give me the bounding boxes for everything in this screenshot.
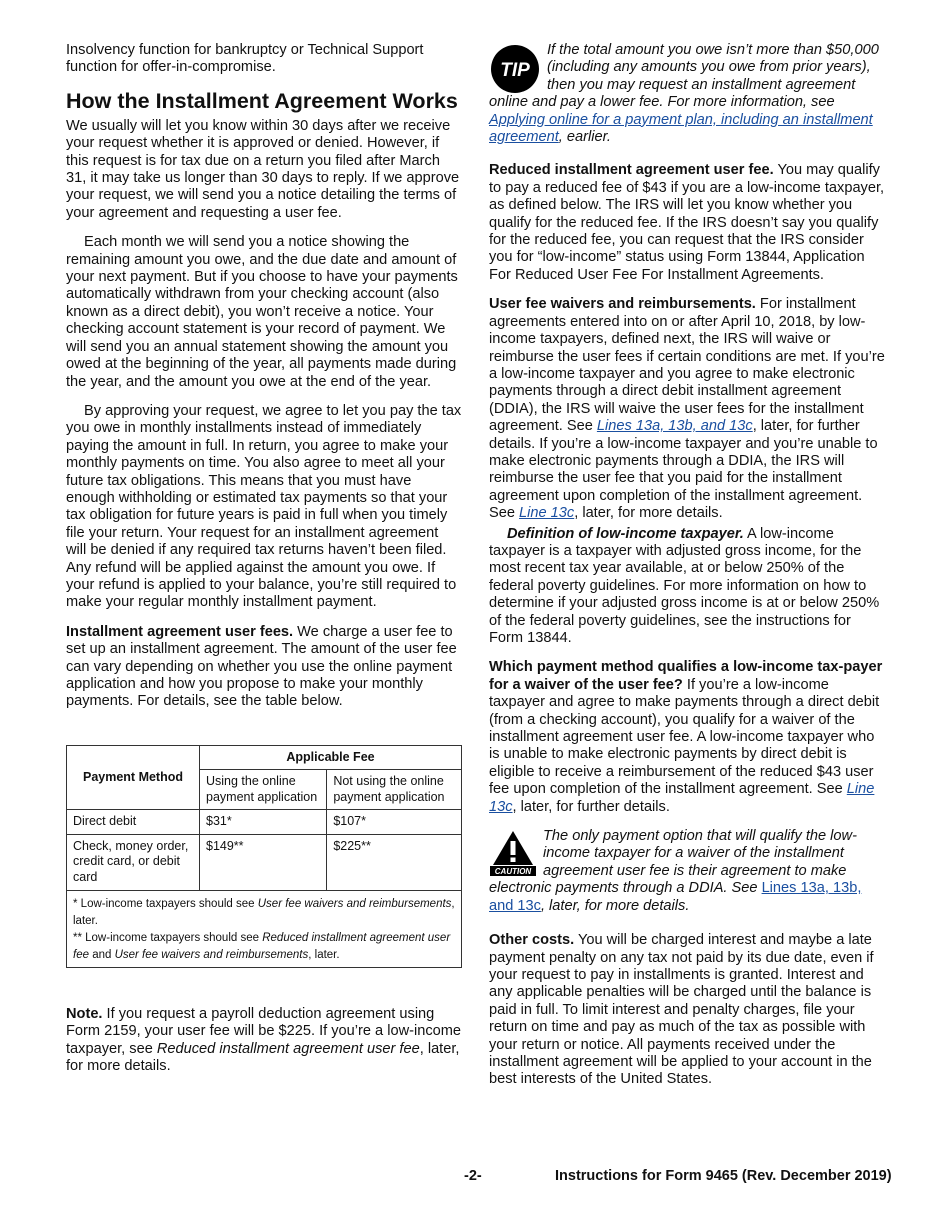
caution-label: CAUTION: [494, 867, 532, 877]
fee-table: [66, 745, 462, 968]
footnote-single-star: [73, 896, 455, 930]
header-applicable-fee: Applicable Fee: [200, 745, 462, 770]
which-method-body-end: , later, for further details.: [512, 798, 670, 815]
row-offline-fee: $107*: [327, 810, 462, 835]
which-method-heading: Which payment method qualifies a low-income tax-payer for a waiver of the user fee?: [489, 659, 883, 693]
row-online-fee: $31*: [200, 810, 327, 835]
tip-icon: [489, 44, 541, 94]
paragraph-which-method: [489, 659, 885, 816]
note-italic: Reduced installment agreement user fee: [156, 1040, 420, 1057]
caution-text-end: , later, for more details.: [540, 897, 690, 914]
footnote-text: and: [89, 948, 115, 961]
paragraph-other-costs: [489, 932, 885, 1089]
note-heading: Note.: [66, 1005, 103, 1022]
other-costs-heading: Other costs.: [489, 932, 575, 949]
right-column: [489, 42, 885, 1101]
paragraph-agreement-terms: By approving your request, we agree to let you pay the tax you owe in monthly installments instead of immediately paying the amount in full. In return, you agree to make your monthly payments on time. You also agree to meet all your future tax obligations. This means that you must have enough withholding or estimated tax payments so that your tax obligation for future years is paid in full when you timely file your return. Your request for an installment agreement will be denied if any required tax returns haven’t been filed. Any refund will be applied against the amount you owe. If your refund is applied to your balance, you’re still required to make your regular monthly installment payment.: [66, 402, 462, 611]
waivers-heading: User fee waivers and reimbursements.: [489, 296, 756, 313]
paragraph-approval: We usually will let you know within 30 days after we receive your request whether it is approved or denied. However, if this request is for tax due on a return you filed after March 31, it may take us longer than 30 days to reply. If we approve your request, we will send you a notice detailing the terms of your agreement and requesting a user fee.: [66, 117, 460, 221]
caution-text: The only payment option that will qualify the low-income taxpayer for a waiver of the installment agreement user fee is their agreement to make electronic payments through a DDIA. See: [489, 828, 857, 897]
tip-link[interactable]: Applying online for a payment plan, including an installment agreement: [489, 111, 873, 146]
tip-text: If the total amount you owe isn’t more than $50,000 (including any amounts you owe from prior years), then you may request an installment agreement online and pay a lower fee. For more information, see: [489, 42, 879, 111]
link-lines-13[interactable]: Lines 13a, 13b, and 13c: [596, 418, 753, 435]
footnote-italic: User fee waivers and reimbursements: [114, 948, 309, 961]
user-fees-heading: Installment agreement user fees.: [66, 623, 294, 640]
paragraph-note: [66, 1006, 462, 1076]
page-number: -2-: [464, 1168, 482, 1184]
footnote-text: , later.: [308, 948, 340, 961]
left-column: [66, 42, 462, 1087]
intro-paragraph: Insolvency function for bankruptcy or Technical Support function for offer-in-compromise.: [66, 42, 424, 76]
tip-text-end: , earlier.: [558, 129, 611, 146]
row-online-fee: $149**: [200, 834, 327, 890]
reduced-fee-heading: Reduced installment agreement user fee.: [489, 162, 774, 179]
link-line-13c[interactable]: Line 13c: [519, 505, 575, 522]
paragraph-definition: [489, 526, 885, 648]
caution-callout: [489, 828, 885, 915]
note-body: If you request a payroll deduction agreement using Form 2159, your user fee will be $225. If you’re a low-income taxpayer, see: [66, 1005, 462, 1057]
reduced-fee-body: You may qualify to pay a reduced fee of $43 if you are a low-income taxpayer, as defined below. The IRS will let you know whether you qualify for the reduced fee. If the IRS doesn’t say you qualify for the reduced fee, you can request that the IRS consider you for “low-income” status using Form 13844, Application For Reduced User Fee For Installment Agreements.: [489, 162, 885, 283]
header-offline: Not using the online payment application: [327, 770, 462, 810]
table-row: [67, 810, 462, 835]
paragraph-monthly-notice: Each month we will send you a notice showing the remaining amount you owe, and the due date and amount of your next payment. But if you choose to have your payments automatically withdrawn from your checking account (also known as a direct debit), you won’t receive a notice. Your checking account statement is your record of payment. We will send you an annual statement showing the amount you owed at the beginning of the year, all payments made during the year, and the amount you owe at the end of the year.: [66, 234, 458, 390]
caution-icon: [489, 829, 537, 877]
user-fees-body: We charge a user fee to set up an installment agreement. The amount of the user fee can vary depending on whether you use the online payment application and how you propose to make your monthly payments. For details, see the table below.: [66, 623, 457, 710]
paragraph-reduced-fee: [489, 162, 885, 284]
which-method-body: If you’re a low-income taxpayer and agree to make payments through a direct debit (from a checking account), you qualify for a waiver of the installment agreement user fee. A low-income taxpayer who is unable to make electronic payments by direct debit is eligible to receive a reimbursement of the reduced $43 user fee upon completion of the installment agreement. See: [489, 676, 880, 798]
waivers-body-mid: , later, for further details. If you’re a low-income taxpayer and you’re unable to make electronic payments through a DDIA, the IRS will reimburse the user fee that you paid for the installment agreement upon completion of the installment agreement. See: [489, 418, 878, 522]
paragraph-waivers: [489, 296, 885, 522]
row-method: Direct debit: [67, 810, 200, 835]
definition-body: A low-income taxpayer is a taxpayer with adjusted gross income, for the most recent tax year available, at or below 250% of the federal poverty guidelines. For more information on how to determine if your adjusted gross income is at or below 250% of the federal poverty guidelines, see the instructions for Form 13844.: [489, 525, 880, 646]
section-heading: How the Installment Agreement Works: [66, 88, 458, 113]
row-offline-fee: $225**: [327, 834, 462, 890]
waivers-body: For installment agreements entered into on or after April 10, 2018, by low-income taxpayers, defined next, the IRS will waive or reimburse the user fees if certain conditions are met. If you’re a low-income taxpayer and you agree to make electronic payments through a direct debit installment agreement (DDIA), the IRS will waive the user fees for the installment agreement. See: [489, 296, 885, 435]
footnote-italic: User fee waivers and reimbursements: [257, 897, 452, 910]
footnote-text: , later.: [73, 897, 455, 927]
waivers-body-end: , later, for more details.: [574, 505, 723, 522]
row-method: Check, money order, credit card, or debit card: [67, 834, 200, 890]
tip-callout: [489, 42, 885, 146]
table-footnotes: [67, 890, 462, 967]
header-online: Using the online payment application: [200, 770, 327, 810]
tip-label: TIP: [500, 60, 530, 81]
paragraph-user-fees: [66, 624, 462, 711]
footnote-double-star: [73, 930, 455, 964]
footer-title: Instructions for Form 9465 (Rev. December 2019): [555, 1168, 892, 1184]
definition-heading: Definition of low-income taxpayer.: [507, 525, 744, 542]
caution-link[interactable]: Lines 13a, 13b, and 13c: [489, 880, 862, 914]
footnote-italic: Reduced installment agreement user fee: [73, 931, 451, 961]
header-payment-method: Payment Method: [67, 745, 200, 810]
other-costs-body: You will be charged interest and maybe a late payment penalty on any tax not paid by its due date, even if your request to pay in installments is granted. Interest and any applicable penalties will be charged until the balance is paid in full. To limit interest and penalty charges, file your return on time and pay as much of the tax as possible with your return or notice. All payments received under the installment agreement will be applied to your account in the best interests of the United States.: [489, 932, 874, 1088]
footnote-text: ** Low-income taxpayers should see: [73, 931, 263, 944]
footnote-text: * Low-income taxpayers should see: [73, 897, 258, 910]
note-body-end: , later, for more details.: [66, 1040, 460, 1075]
table-row: [67, 834, 462, 890]
link-line-13c-2[interactable]: Line 13c: [489, 781, 875, 815]
